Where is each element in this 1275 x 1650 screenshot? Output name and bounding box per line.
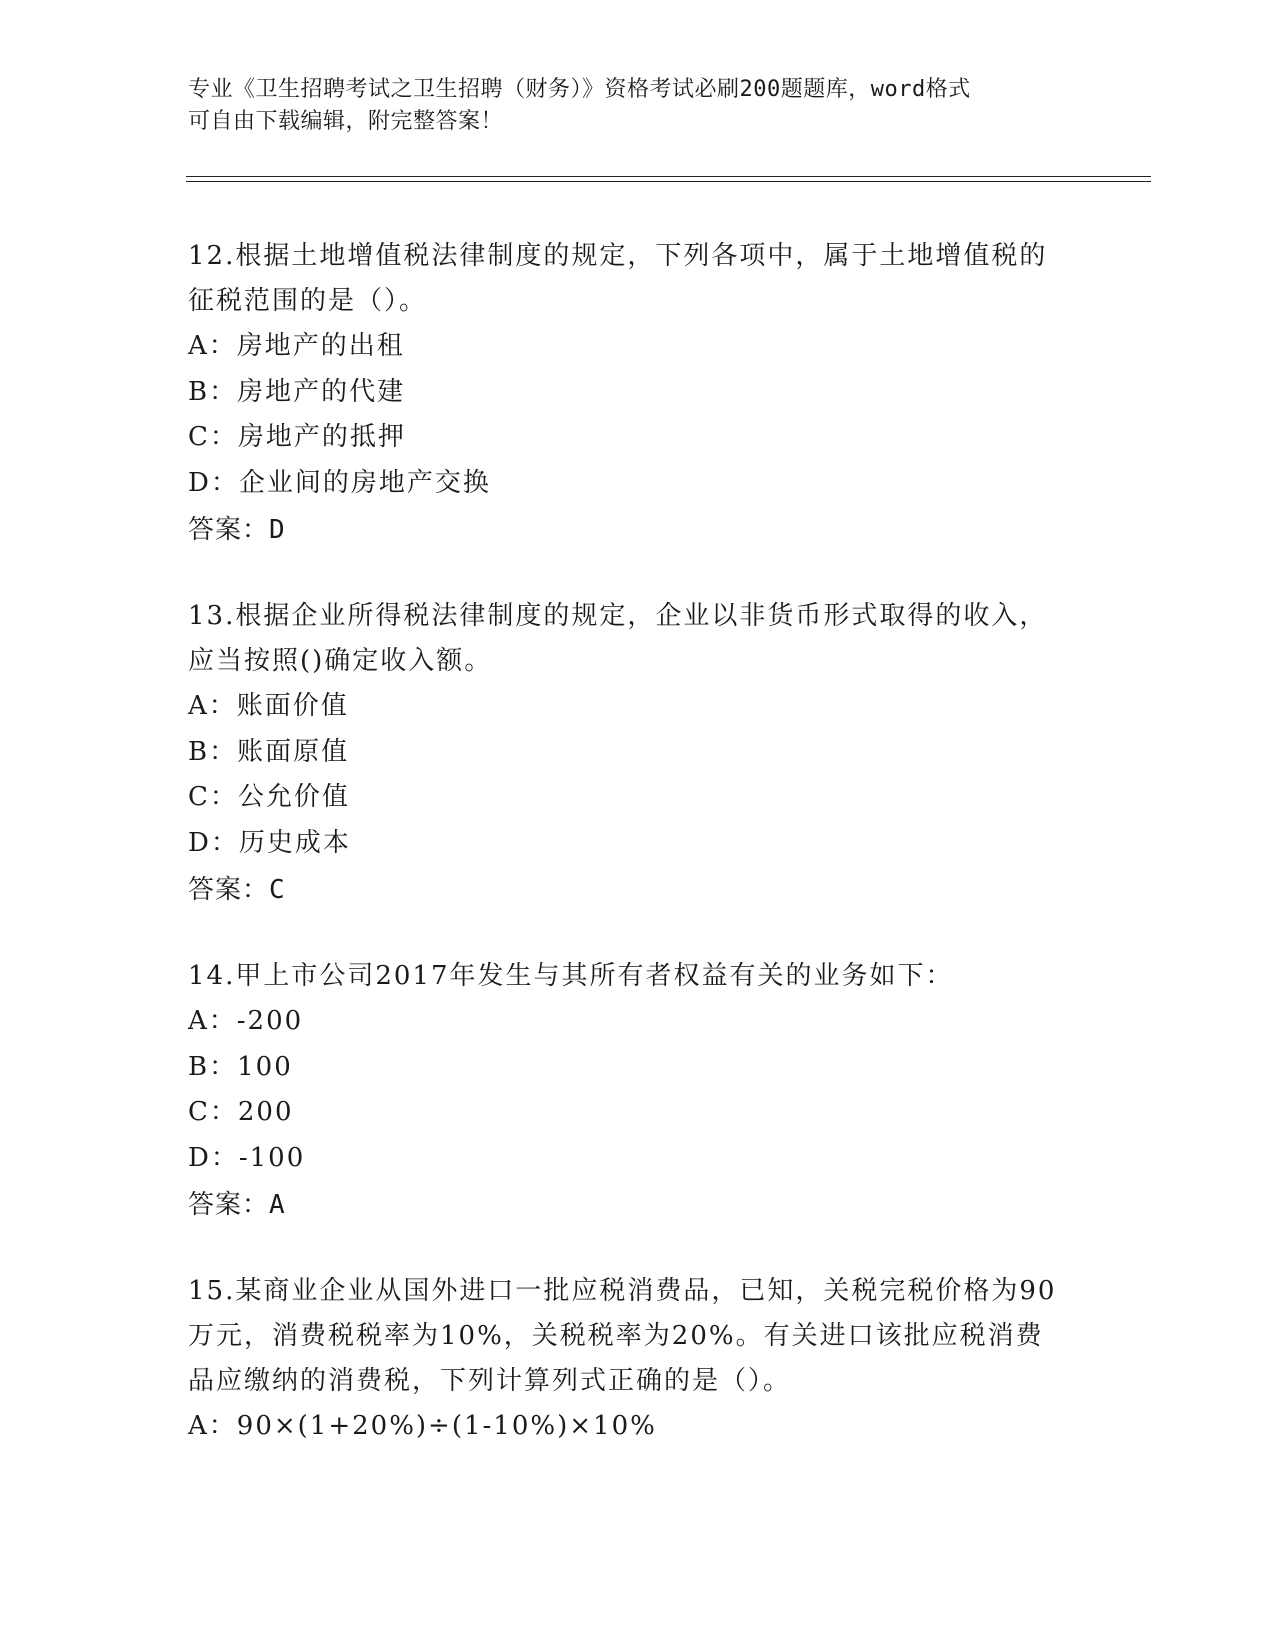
answer-line: 答案：C (188, 875, 286, 905)
option-b: B：房地产的代建 (188, 376, 406, 407)
header-line: 可自由下载编辑，附完整答案！ (188, 109, 504, 134)
question-text-line: 应当按照()确定收入额。 (188, 646, 493, 676)
question-text-line: 12.根据土地增值税法律制度的规定，下列各项中，属于土地增值税的 (188, 241, 1048, 271)
option-a: A：90×(1+20%)÷(1-10%)×10% (188, 1411, 657, 1441)
option-c: C：200 (188, 1097, 294, 1127)
header-rule-bottom (186, 181, 1151, 182)
question-text-line: 征税范围的是（）。 (188, 286, 428, 316)
option-a: A：房地产的出租 (188, 331, 405, 361)
question-text-line: 15.某商业企业从国外进口一批应税消费品，已知，关税完税价格为90 (188, 1276, 1057, 1306)
option-a: A：账面价值 (188, 691, 349, 721)
option-d: D：历史成本 (188, 827, 351, 858)
header-rule-top (186, 176, 1151, 177)
answer-line: 答案：A (188, 1190, 286, 1220)
question-text-line: 14.甲上市公司2017年发生与其所有者权益有关的业务如下： (188, 961, 954, 991)
answer-line: 答案：D (188, 515, 286, 545)
question-text-line: 品应缴纳的消费税，下列计算列式正确的是（）。 (188, 1366, 792, 1396)
question-14 (188, 954, 1088, 1229)
question-13 (188, 594, 1088, 914)
document-header (188, 74, 1068, 138)
question-text-line: 万元，消费税税率为10%，关税税率为20%。有关进口该批应税消费 (188, 1321, 1044, 1351)
option-c: C：房地产的抵押 (188, 422, 406, 452)
option-b: B：账面原值 (188, 736, 350, 767)
option-a: A：-200 (188, 1006, 304, 1036)
option-d: D：-100 (188, 1142, 306, 1173)
question-15 (188, 1269, 1088, 1450)
question-12 (188, 234, 1088, 554)
question-text-line: 13.根据企业所得税法律制度的规定，企业以非货币形式取得的收入， (188, 601, 1048, 631)
option-b: B：100 (188, 1051, 293, 1082)
question-list (188, 234, 1088, 1490)
header-line: 专业《卫生招聘考试之卫生招聘（财务）》资格考试必刷200题题库，word格式 (188, 77, 971, 102)
option-c: C：公允价值 (188, 782, 350, 812)
option-d: D：企业间的房地产交换 (188, 467, 491, 498)
